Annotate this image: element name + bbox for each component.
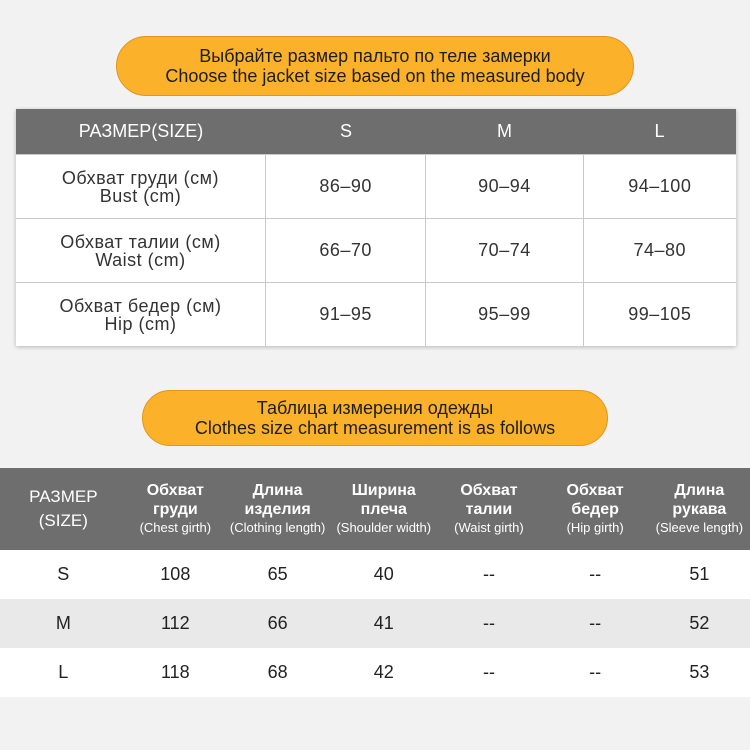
header-shoulder (331, 468, 436, 550)
header-en: (Sleeve length) (655, 520, 744, 535)
row-label (16, 283, 265, 346)
size-cell: S (57, 564, 70, 584)
jacket-size-banner (116, 36, 634, 96)
row-label-en: Hip (cm) (104, 313, 177, 334)
header-ru-2: плеча (360, 501, 407, 518)
row-label-en: Waist (cm) (95, 249, 186, 270)
cell-value: 94–100 (583, 155, 736, 218)
table-row (0, 648, 750, 697)
cell-value: 108 (160, 564, 191, 584)
cell-value: 90–94 (425, 155, 582, 218)
cell-value: 91–95 (265, 283, 425, 346)
table-row-hip (16, 282, 736, 346)
body-measurement-table (16, 109, 736, 346)
table-header-row (16, 109, 736, 154)
row-label-en: Bust (cm) (99, 185, 182, 206)
row-label-ru: Обхват груди (см) (61, 167, 220, 188)
header-en: (Waist girth) (454, 520, 524, 535)
header-length (224, 468, 331, 550)
header-sleeve (649, 468, 750, 550)
cell-value: 70–74 (425, 219, 582, 282)
row-label-ru: Обхват бедер (см) (59, 295, 222, 316)
cell-value: -- (482, 564, 495, 584)
cell-value: 99–105 (583, 283, 736, 346)
header-ru-1: Длина (252, 482, 303, 499)
cell-value: 86–90 (265, 155, 425, 218)
cell-value: 51 (689, 564, 710, 584)
cell-value: 66 (267, 613, 288, 633)
cell-value: -- (589, 613, 602, 633)
header-ru-2: изделия (244, 501, 311, 518)
clothes-measurement-table (0, 468, 750, 697)
table-row-bust (16, 154, 736, 218)
header-en: (Chest girth) (139, 520, 212, 535)
cell-value: 118 (160, 662, 190, 682)
header-s: S (339, 121, 352, 141)
header-size-ru: РАЗМЕР (29, 487, 98, 506)
table-row (0, 599, 750, 648)
header-size (0, 468, 127, 550)
cell-value: 42 (373, 662, 394, 682)
banner-text-en: Choose the jacket size based on the measured body (165, 66, 585, 86)
cell-value: 41 (373, 613, 394, 633)
header-en: (Shoulder width) (336, 520, 432, 535)
header-ru-1: Обхват (146, 482, 204, 499)
header-l: L (654, 121, 665, 141)
cell-value: -- (589, 564, 602, 584)
header-waist (436, 468, 541, 550)
header-size: РАЗМЕР(SIZE) (78, 121, 204, 141)
cell-value: -- (482, 662, 495, 682)
cell-value: 68 (267, 662, 288, 682)
cell-value: 95–99 (425, 283, 582, 346)
size-cell: L (58, 662, 69, 682)
header-ru-2: рукава (672, 501, 727, 518)
header-size-en: (SIZE) (38, 511, 88, 530)
size-cell: M (55, 613, 71, 633)
header-m: M (497, 121, 512, 141)
table-row-waist (16, 218, 736, 282)
cell-value: 53 (689, 662, 710, 682)
banner-text-en: Clothes size chart measurement is as follows (194, 418, 556, 438)
header-chest (127, 468, 224, 550)
cell-value: -- (482, 613, 495, 633)
size-chart-banner (142, 390, 608, 446)
cell-value: 66–70 (265, 219, 425, 282)
header-ru-1: Длина (674, 482, 725, 499)
header-hip (542, 468, 649, 550)
table-header-row (0, 468, 750, 550)
row-label (16, 155, 265, 218)
header-ru-1: Обхват (460, 482, 518, 499)
header-en: (Clothing length) (229, 520, 326, 535)
header-ru-2: груди (152, 501, 198, 518)
cell-value: 52 (689, 613, 710, 633)
header-en: (Hip girth) (566, 520, 624, 535)
cell-value: 40 (373, 564, 394, 584)
cell-value: 74–80 (583, 219, 736, 282)
header-ru-1: Ширина (351, 482, 416, 499)
cell-value: 65 (267, 564, 288, 584)
header-ru-2: талии (465, 501, 513, 518)
row-label-ru: Обхват талии (см) (60, 231, 221, 252)
cell-value: 112 (160, 613, 190, 633)
banner-text-ru: Выбрайте размер пальто по теле замерки (199, 46, 551, 66)
row-label (16, 219, 265, 282)
cell-value: -- (589, 662, 602, 682)
header-ru-2: бедер (571, 501, 619, 518)
header-ru-1: Обхват (566, 482, 624, 499)
banner-text-ru: Таблица измерения одежды (256, 398, 494, 418)
table-row (0, 550, 750, 599)
